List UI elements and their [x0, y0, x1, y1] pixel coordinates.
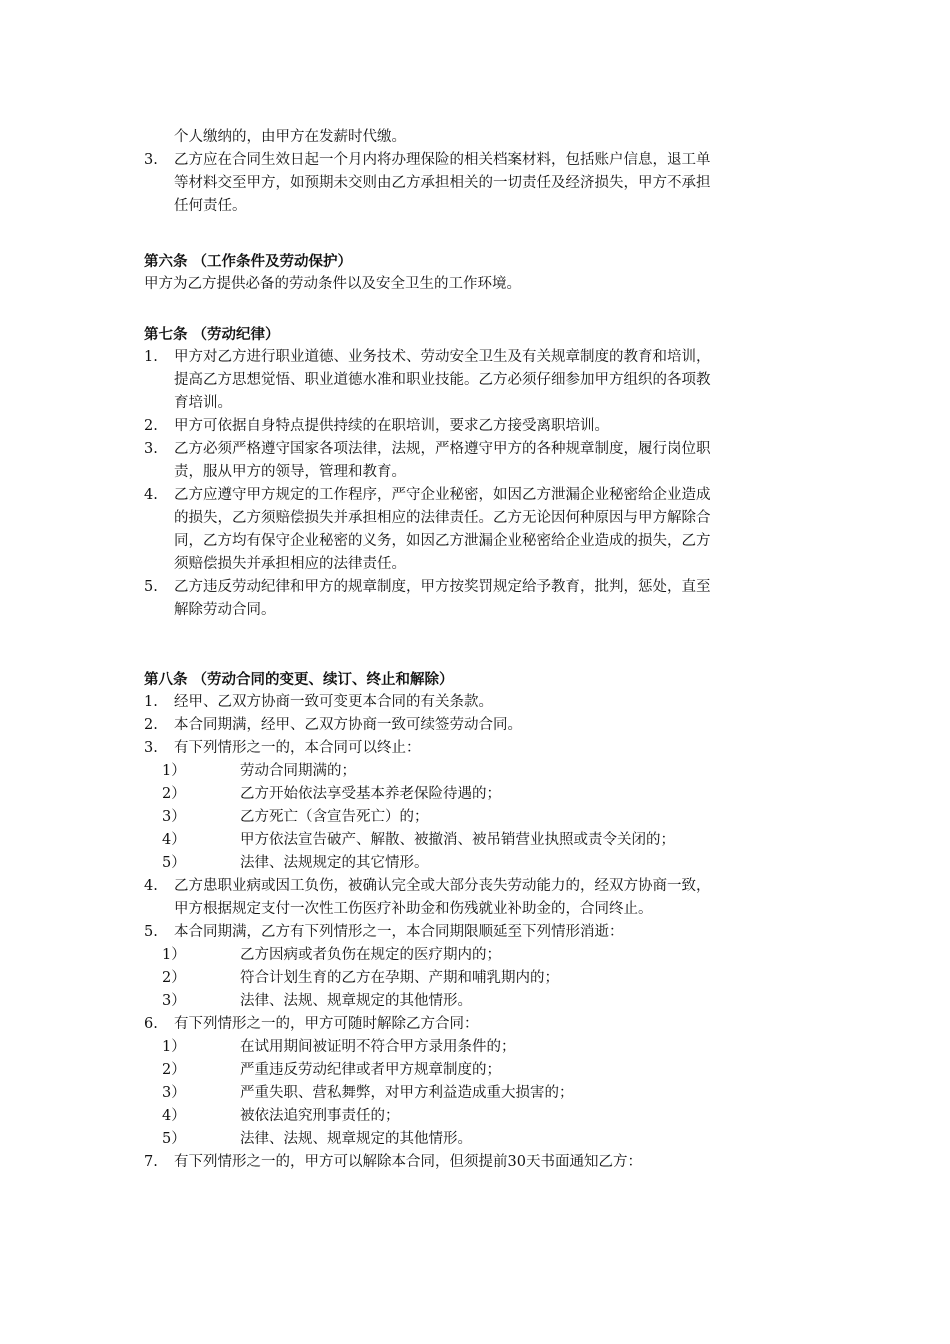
article-6 — [144, 250, 810, 296]
item-text: 任何责任。 — [174, 198, 247, 214]
item-text: 责，服从甲方的领导，管理和教育。 — [174, 464, 406, 480]
list-item — [144, 691, 810, 714]
sub-item — [144, 944, 810, 967]
item-text: 须赔偿损失并承担相应的法律责任。 — [174, 556, 406, 572]
item-number: 3. — [144, 441, 158, 457]
list-item — [144, 1151, 810, 1174]
list-item — [144, 576, 810, 622]
item-text: 育培训。 — [174, 395, 232, 411]
article-heading: 第七条 （劳动纪律） — [144, 326, 280, 343]
sub-item-number: 4） — [162, 832, 186, 848]
list-item — [144, 149, 810, 218]
sub-item — [144, 1082, 810, 1105]
article-7 — [144, 323, 810, 622]
sub-item-number: 2） — [162, 970, 186, 986]
sub-item-text: 甲方依法宣告破产、解散、被撤消、被吊销营业执照或责令关闭的； — [240, 832, 675, 848]
item-text: 等材料交至甲方，如预期未交则由乙方承担相关的一切责任及经济损失，甲方不承担 — [174, 175, 711, 191]
list-item — [144, 346, 810, 415]
article-heading: 第六条 （工作条件及劳动保护） — [144, 253, 353, 270]
sub-item-text: 乙方死亡（含宣告死亡）的； — [240, 809, 429, 825]
item-text: 乙方应在合同生效日起一个月内将办理保险的相关档案材料，包括账户信息，退工单 — [174, 152, 711, 168]
item-text: 经甲、乙双方协商一致可变更本合同的有关条款。 — [174, 694, 493, 710]
sub-item-text: 被依法追究刑事责任的； — [240, 1108, 400, 1124]
item-text: 本合同期满，经甲、乙双方协商一致可续签劳动合同。 — [174, 717, 522, 733]
list-item — [144, 921, 810, 1013]
sub-item-text: 乙方开始依法享受基本养老保险待遇的； — [240, 786, 501, 802]
sub-item-number: 5） — [162, 1131, 186, 1147]
sub-item-number: 2） — [162, 1062, 186, 1078]
continued-line: 个人缴纳的，由甲方在发薪时代缴。 — [174, 129, 406, 145]
list-item — [144, 1013, 810, 1151]
item-text: 甲方对乙方进行职业道德、业务技术、劳动安全卫生及有关规章制度的教育和培训， — [174, 349, 711, 365]
sub-item — [144, 760, 810, 783]
item-number: 4. — [144, 487, 158, 503]
sub-item — [144, 967, 810, 990]
list-item — [144, 484, 810, 576]
sub-item-number: 3） — [162, 1085, 186, 1101]
item-text: 的损失，乙方须赔偿损失并承担相应的法律责任。乙方无论因何种原因与甲方解除合 — [174, 510, 711, 526]
item-text: 同，乙方均有保守企业秘密的义务，如因乙方泄漏企业秘密给企业造成的损失，乙方 — [174, 533, 711, 549]
item-number: 2. — [144, 717, 158, 733]
sub-item-text: 乙方因病或者负伤在规定的医疗期内的； — [240, 947, 501, 963]
sub-item-number: 1） — [162, 763, 186, 779]
item-text: 解除劳动合同。 — [174, 602, 276, 618]
list-item — [144, 737, 810, 875]
sub-item — [144, 806, 810, 829]
sub-item-number: 1） — [162, 1039, 186, 1055]
sub-item — [144, 990, 810, 1013]
item-text: 乙方违反劳动纪律和甲方的规章制度，甲方按奖罚规定给予教育，批判，惩处，直至 — [174, 579, 711, 595]
item-text: 乙方患职业病或因工负伤，被确认完全或大部分丧失劳动能力的，经双方协商一致， — [174, 878, 711, 894]
sub-item — [144, 1105, 810, 1128]
item-number: 4. — [144, 878, 158, 894]
item-number: 5. — [144, 924, 158, 940]
item-number: 7. — [144, 1154, 158, 1170]
list-item — [144, 875, 810, 921]
item-number: 3. — [144, 740, 158, 756]
item-text: 甲方可依据自身特点提供持续的在职培训，要求乙方接受离职培训。 — [174, 418, 609, 434]
item-number: 6. — [144, 1016, 158, 1032]
item-number: 3. — [144, 152, 158, 168]
item-text: 有下列情形之一的，甲方可以解除本合同，但须提前30天书面通知乙方： — [174, 1154, 642, 1170]
list-item — [144, 438, 810, 484]
item-number: 1. — [144, 349, 158, 365]
sub-item-text: 符合计划生育的乙方在孕期、产期和哺乳期内的； — [240, 970, 559, 986]
sub-item-number: 4） — [162, 1108, 186, 1124]
sub-item-text: 在试用期间被证明不符合甲方录用条件的； — [240, 1039, 516, 1055]
sub-item-number: 1） — [162, 947, 186, 963]
item-text: 乙方必须严格遵守国家各项法律，法规，严格遵守甲方的各种规章制度，履行岗位职 — [174, 441, 711, 457]
article-8-items — [144, 691, 810, 1174]
sub-item — [144, 1128, 810, 1151]
article-8 — [144, 668, 810, 1174]
sub-item-text: 法律、法规规定的其它情形。 — [240, 855, 429, 871]
list-item — [144, 714, 810, 737]
item-number: 2. — [144, 418, 158, 434]
article-text: 甲方为乙方提供必备的劳动条件以及安全卫生的工作环境。 — [144, 276, 521, 292]
article-7-items — [144, 346, 810, 622]
sub-item-text: 严重违反劳动纪律或者甲方规章制度的； — [240, 1062, 501, 1078]
continued-section — [144, 126, 810, 218]
item-text: 有下列情形之一的，甲方可随时解除乙方合同： — [174, 1016, 479, 1032]
sub-item-text: 劳动合同期满的； — [240, 763, 356, 779]
item-number: 1. — [144, 694, 158, 710]
item-number: 5. — [144, 579, 158, 595]
sub-item — [144, 852, 810, 875]
item-text: 有下列情形之一的，本合同可以终止： — [174, 740, 421, 756]
article-heading: 第八条 （劳动合同的变更、续订、终止和解除） — [144, 671, 454, 688]
sub-item-number: 3） — [162, 809, 186, 825]
sub-item — [144, 1036, 810, 1059]
sub-item — [144, 783, 810, 806]
sub-item-number: 3） — [162, 993, 186, 1009]
sub-item-number: 2） — [162, 786, 186, 802]
sub-item — [144, 829, 810, 852]
sub-item-text: 法律、法规、规章规定的其他情形。 — [240, 1131, 472, 1147]
item-text: 乙方应遵守甲方规定的工作程序，严守企业秘密，如因乙方泄漏企业秘密给企业造成 — [174, 487, 711, 503]
item-text: 本合同期满，乙方有下列情形之一，本合同期限顺延至下列情形消逝： — [174, 924, 624, 940]
sub-item-number: 5） — [162, 855, 186, 871]
sub-item — [144, 1059, 810, 1082]
sub-item-text: 严重失职、营私舞弊，对甲方利益造成重大损害的； — [240, 1085, 574, 1101]
item-text: 甲方根据规定支付一次性工伤医疗补助金和伤残就业补助金的，合同终止。 — [174, 901, 653, 917]
list-item — [144, 415, 810, 438]
item-text: 提高乙方思想觉悟、职业道德水准和职业技能。乙方必须仔细参加甲方组织的各项教 — [174, 372, 711, 388]
sub-item-text: 法律、法规、规章规定的其他情形。 — [240, 993, 472, 1009]
